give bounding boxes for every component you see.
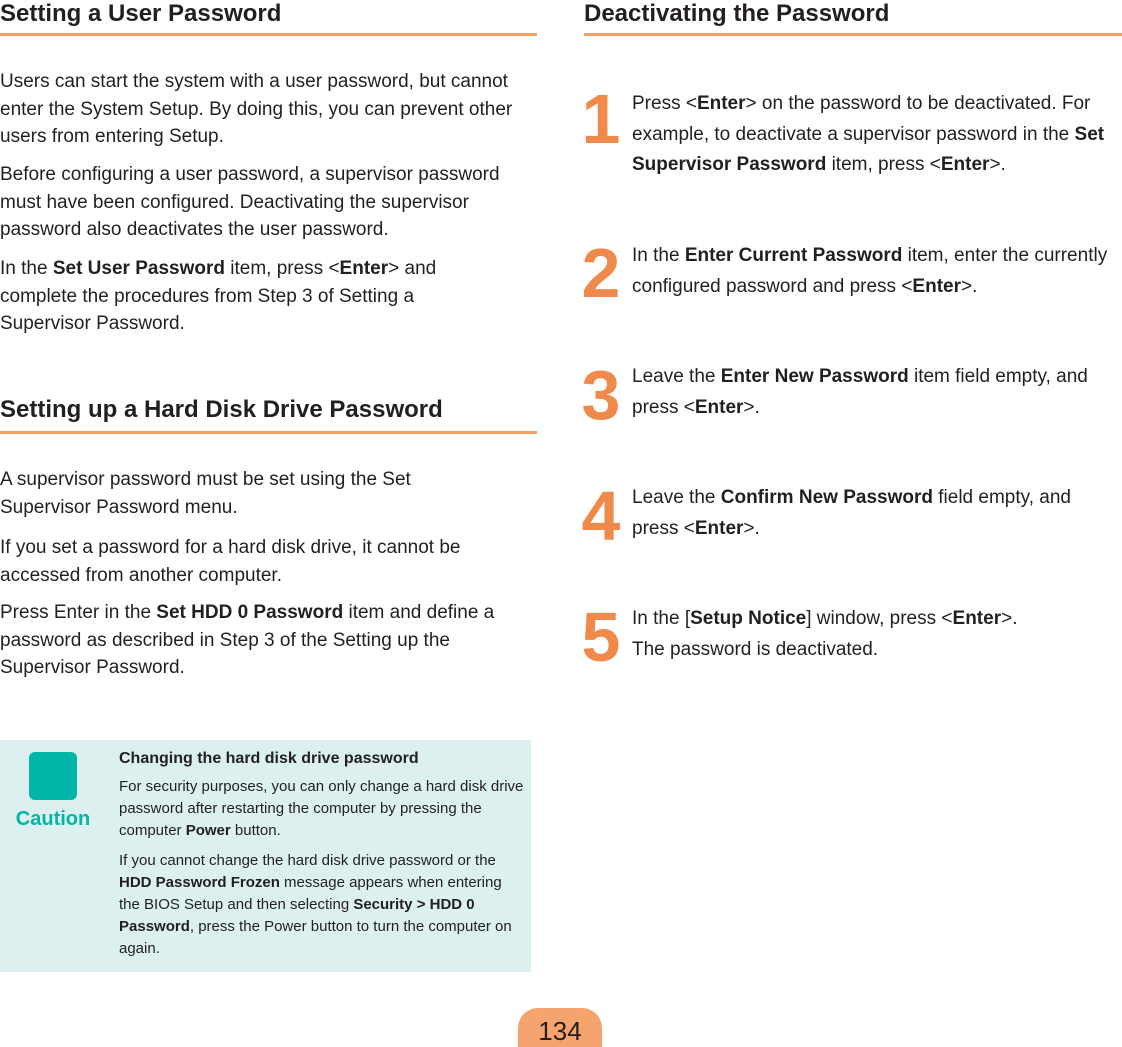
step-text: In the [Setup Notice] window, press <Enter>. The password is deactivated. <box>632 608 1018 660</box>
step-number: 5 <box>581 598 621 676</box>
paragraph: Users can start the system with a user password, but cannot enter the System Setup. By doing this, you can prevent other users from entering Setup. <box>0 71 513 147</box>
paragraph: Before configuring a user password, a supervisor password must have been configured. Deactivating the supervisor password also deactivates the user password. <box>0 164 500 240</box>
step-text: Leave the Confirm New Password field empty, and press <Enter>. <box>632 487 1071 539</box>
section-heading-hdd-password: Setting up a Hard Disk Drive Password <box>0 396 443 423</box>
section-heading-deactivate: Deactivating the Password <box>584 0 890 27</box>
step-number: 3 <box>581 356 621 434</box>
step-number: 4 <box>581 477 621 555</box>
section-rule <box>0 431 537 434</box>
step-text: In the Enter Current Password item, enter the currently configured password and press <Enter>. <box>632 245 1108 297</box>
page-number: 134 <box>538 1016 582 1046</box>
paragraph: Press Enter in the Set HDD 0 Password item and define a password as described in Step 3 of the Setting up the Supervisor Password. <box>0 602 495 678</box>
section-rule <box>0 33 537 36</box>
caution-paragraph: If you cannot change the hard disk drive password or the HDD Password Frozen message appears when entering the BIOS Setup and then selecting Security > HDD 0 Password, press the Power button to turn the computer on again. <box>119 852 512 957</box>
caution-title: Changing the hard disk drive password <box>119 750 419 767</box>
step-text: Press <Enter> on the password to be deactivated. For example, to deactivate a supervisor password in the Set Supervisor Password item, press <Enter>. <box>632 93 1105 175</box>
section-heading-user-password: Setting a User Password <box>0 0 282 27</box>
paragraph: If you set a password for a hard disk drive, it cannot be accessed from another computer. <box>0 537 461 586</box>
caution-label: Caution <box>15 808 91 830</box>
step-text: Leave the Enter New Password item field empty, and press <Enter>. <box>632 366 1088 418</box>
section-rule <box>584 33 1122 36</box>
caution-paragraph: For security purposes, you can only change a hard disk drive password after restarting the computer by pressing the computer Power button. <box>119 778 524 839</box>
caution-icon <box>29 752 77 800</box>
paragraph: A supervisor password must be set using the Set Supervisor Password menu. <box>0 469 411 518</box>
step-number: 2 <box>581 234 621 312</box>
paragraph: In the Set User Password item, press <Enter> and complete the procedures from Step 3 of Setting a Supervisor Password. <box>0 258 437 334</box>
step-number: 1 <box>581 80 621 158</box>
